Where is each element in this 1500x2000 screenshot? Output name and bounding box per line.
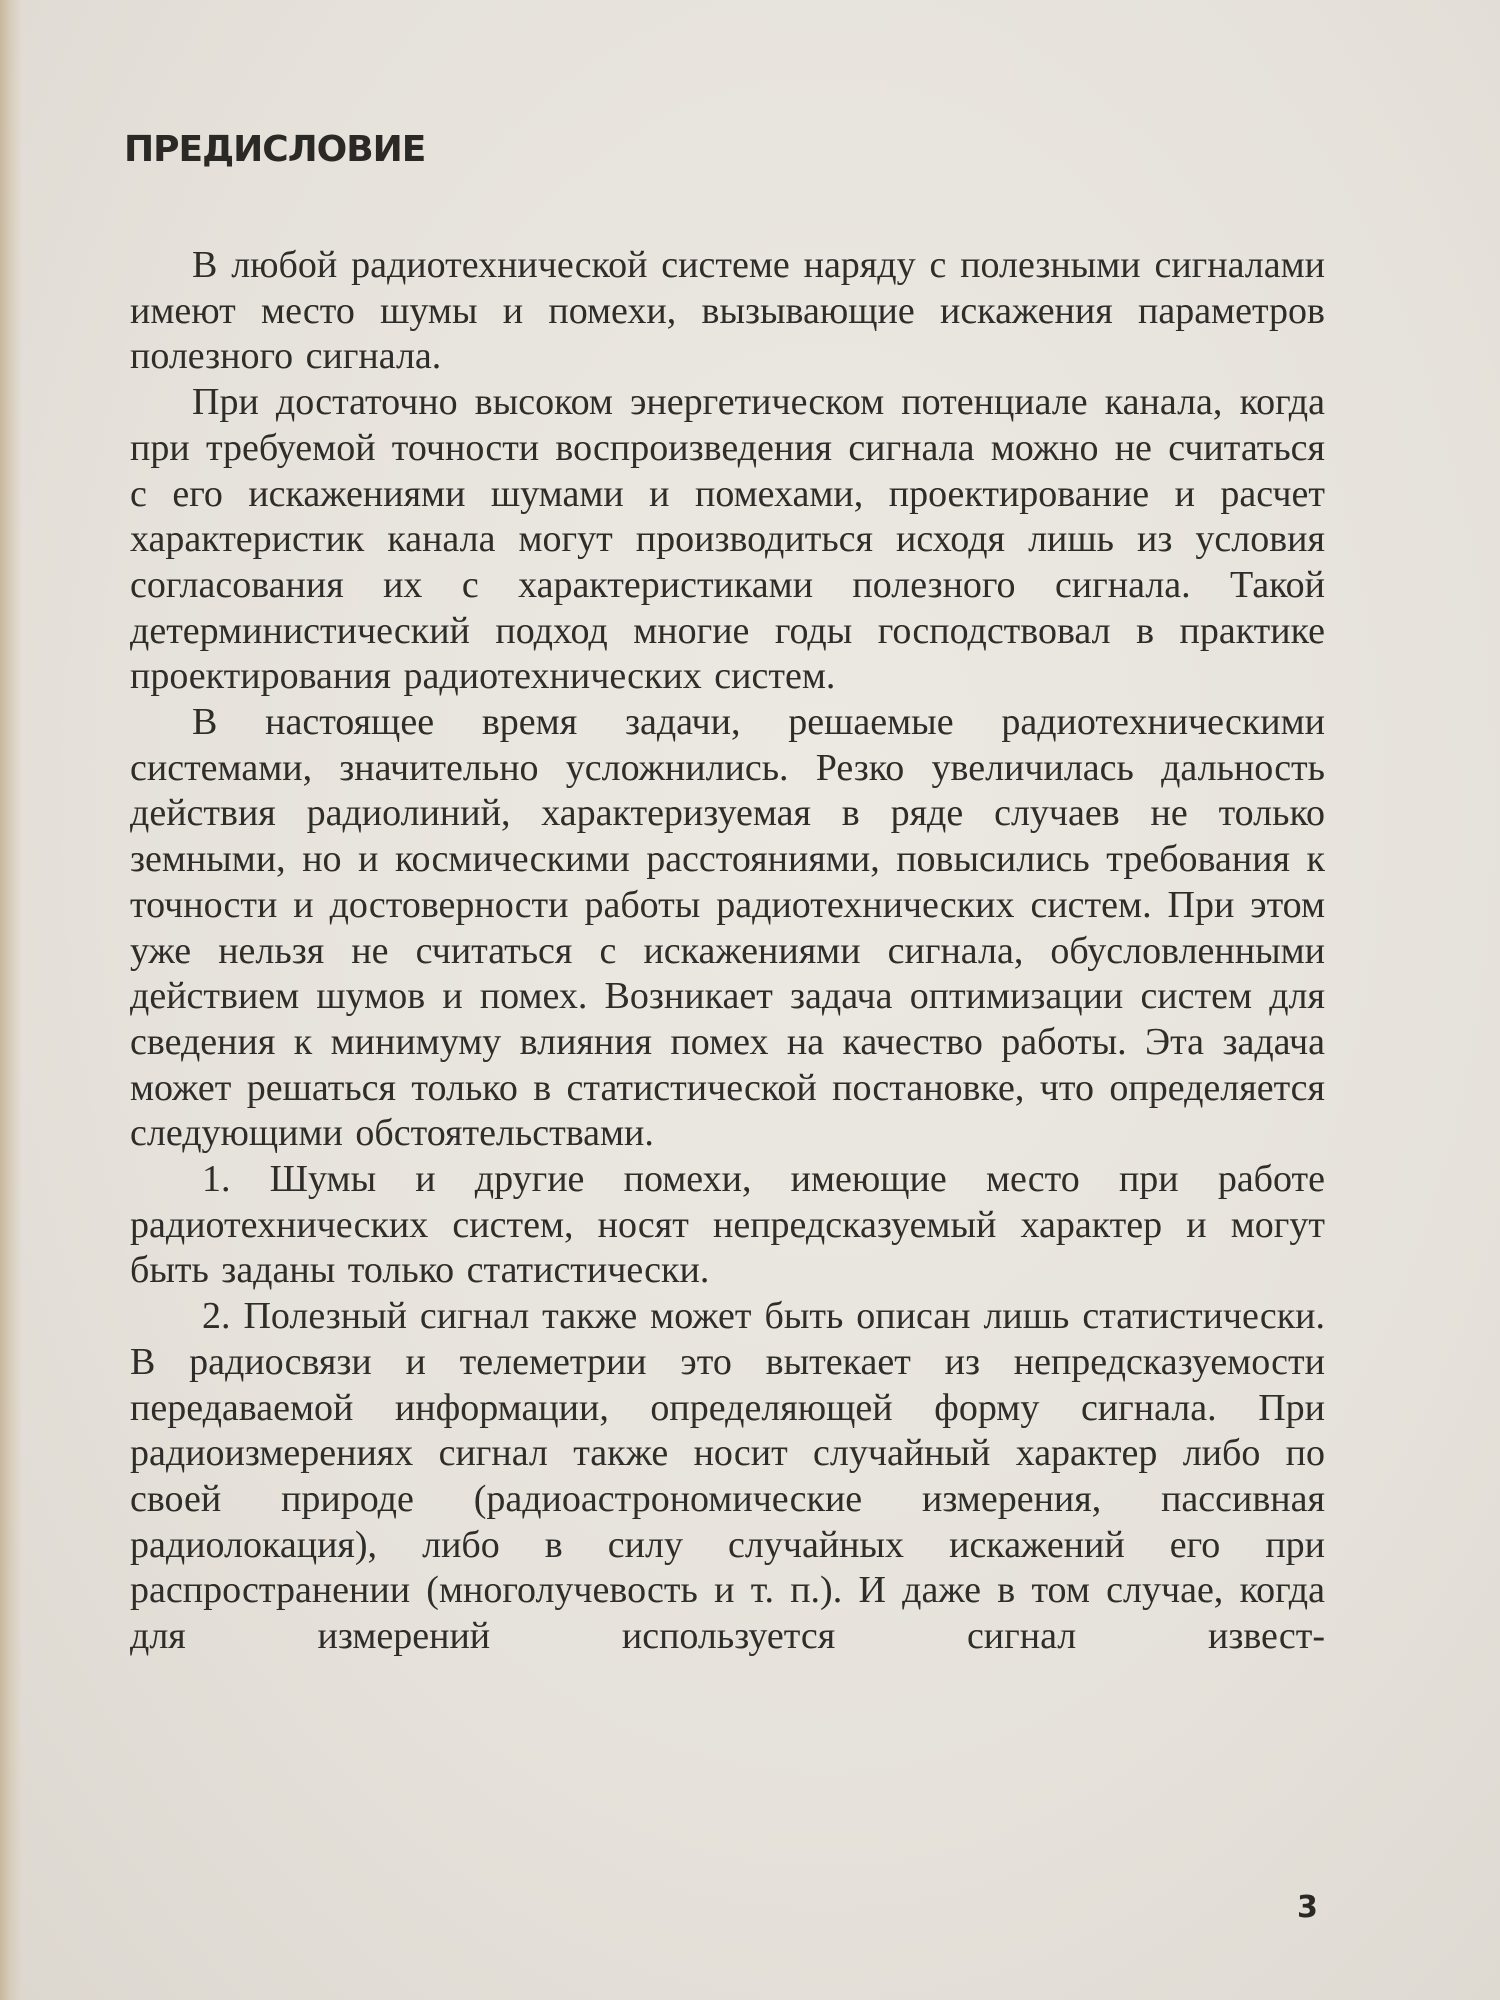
body-text xyxy=(130,243,1325,1660)
paragraph-2 xyxy=(130,380,1325,700)
paragraph-2-text: При достаточно высоком энергетическом потенциале канала, когда при требуемой точности воспроизведения сигнала можно не считаться с его искажениями шумами и помехами, проектирование и расчет характеристик канала могут производиться исходя лишь из условия согласования их с характеристиками полезного сигнала. Такой детерминистический подход многие годы господствовал в практике проектирования радиотехнических систем. xyxy=(130,381,1325,698)
page-number: 3 xyxy=(1297,1890,1318,1925)
paragraph-1 xyxy=(130,243,1325,380)
page-heading: ПРЕДИСЛОВИЕ xyxy=(124,129,426,170)
paragraph-1-text: В любой радиотехнической системе наряду с полезными сигналами имеют место шумы и помехи, вызывающие искажения параметров полезного сигнала. xyxy=(130,244,1325,378)
paragraph-3 xyxy=(130,700,1325,1157)
paragraph-5-text: 2. Полезный сигнал также может быть описан лишь статистически. В радиосвязи и телеметрии это вытекает из непредсказуемости передаваемой информации, определяющей форму сигнала. При радиоизмерениях сигнал также носит случайный характер либо по своей природе (радиоастрономические измерения, пассивная радиолокация), либо в силу случайных искажений его при распространении (многолучевость и т. п.). И даже в том случае, когда для измерений используется сигнал извест- xyxy=(130,1295,1325,1658)
paragraph-4 xyxy=(130,1157,1325,1294)
paragraph-4-text: 1. Шумы и другие помехи, имеющие место при работе радиотехнических систем, носят непредсказуемый характер и могут быть заданы только статистически. xyxy=(130,1158,1325,1292)
paragraph-3-text: В настоящее время задачи, решаемые радиотехническими системами, значительно усложнились. Резко увеличилась дальность действия радиолиний, характеризуемая в ряде случаев не только земными, но и космическими расстояниями, повысились требования к точности и достоверности работы радиотехнических систем. При этом уже нельзя не считаться с искажениями сигнала, обусловленными действием шумов и помех. Возникает задача оптимизации систем для сведения к минимуму влияния помех на качество работы. Эта задача может решаться только в статистической постановке, что определяется следующими обстоятельствами. xyxy=(130,701,1325,1155)
paragraph-5 xyxy=(130,1294,1325,1660)
page-binding-edge xyxy=(0,0,22,2000)
